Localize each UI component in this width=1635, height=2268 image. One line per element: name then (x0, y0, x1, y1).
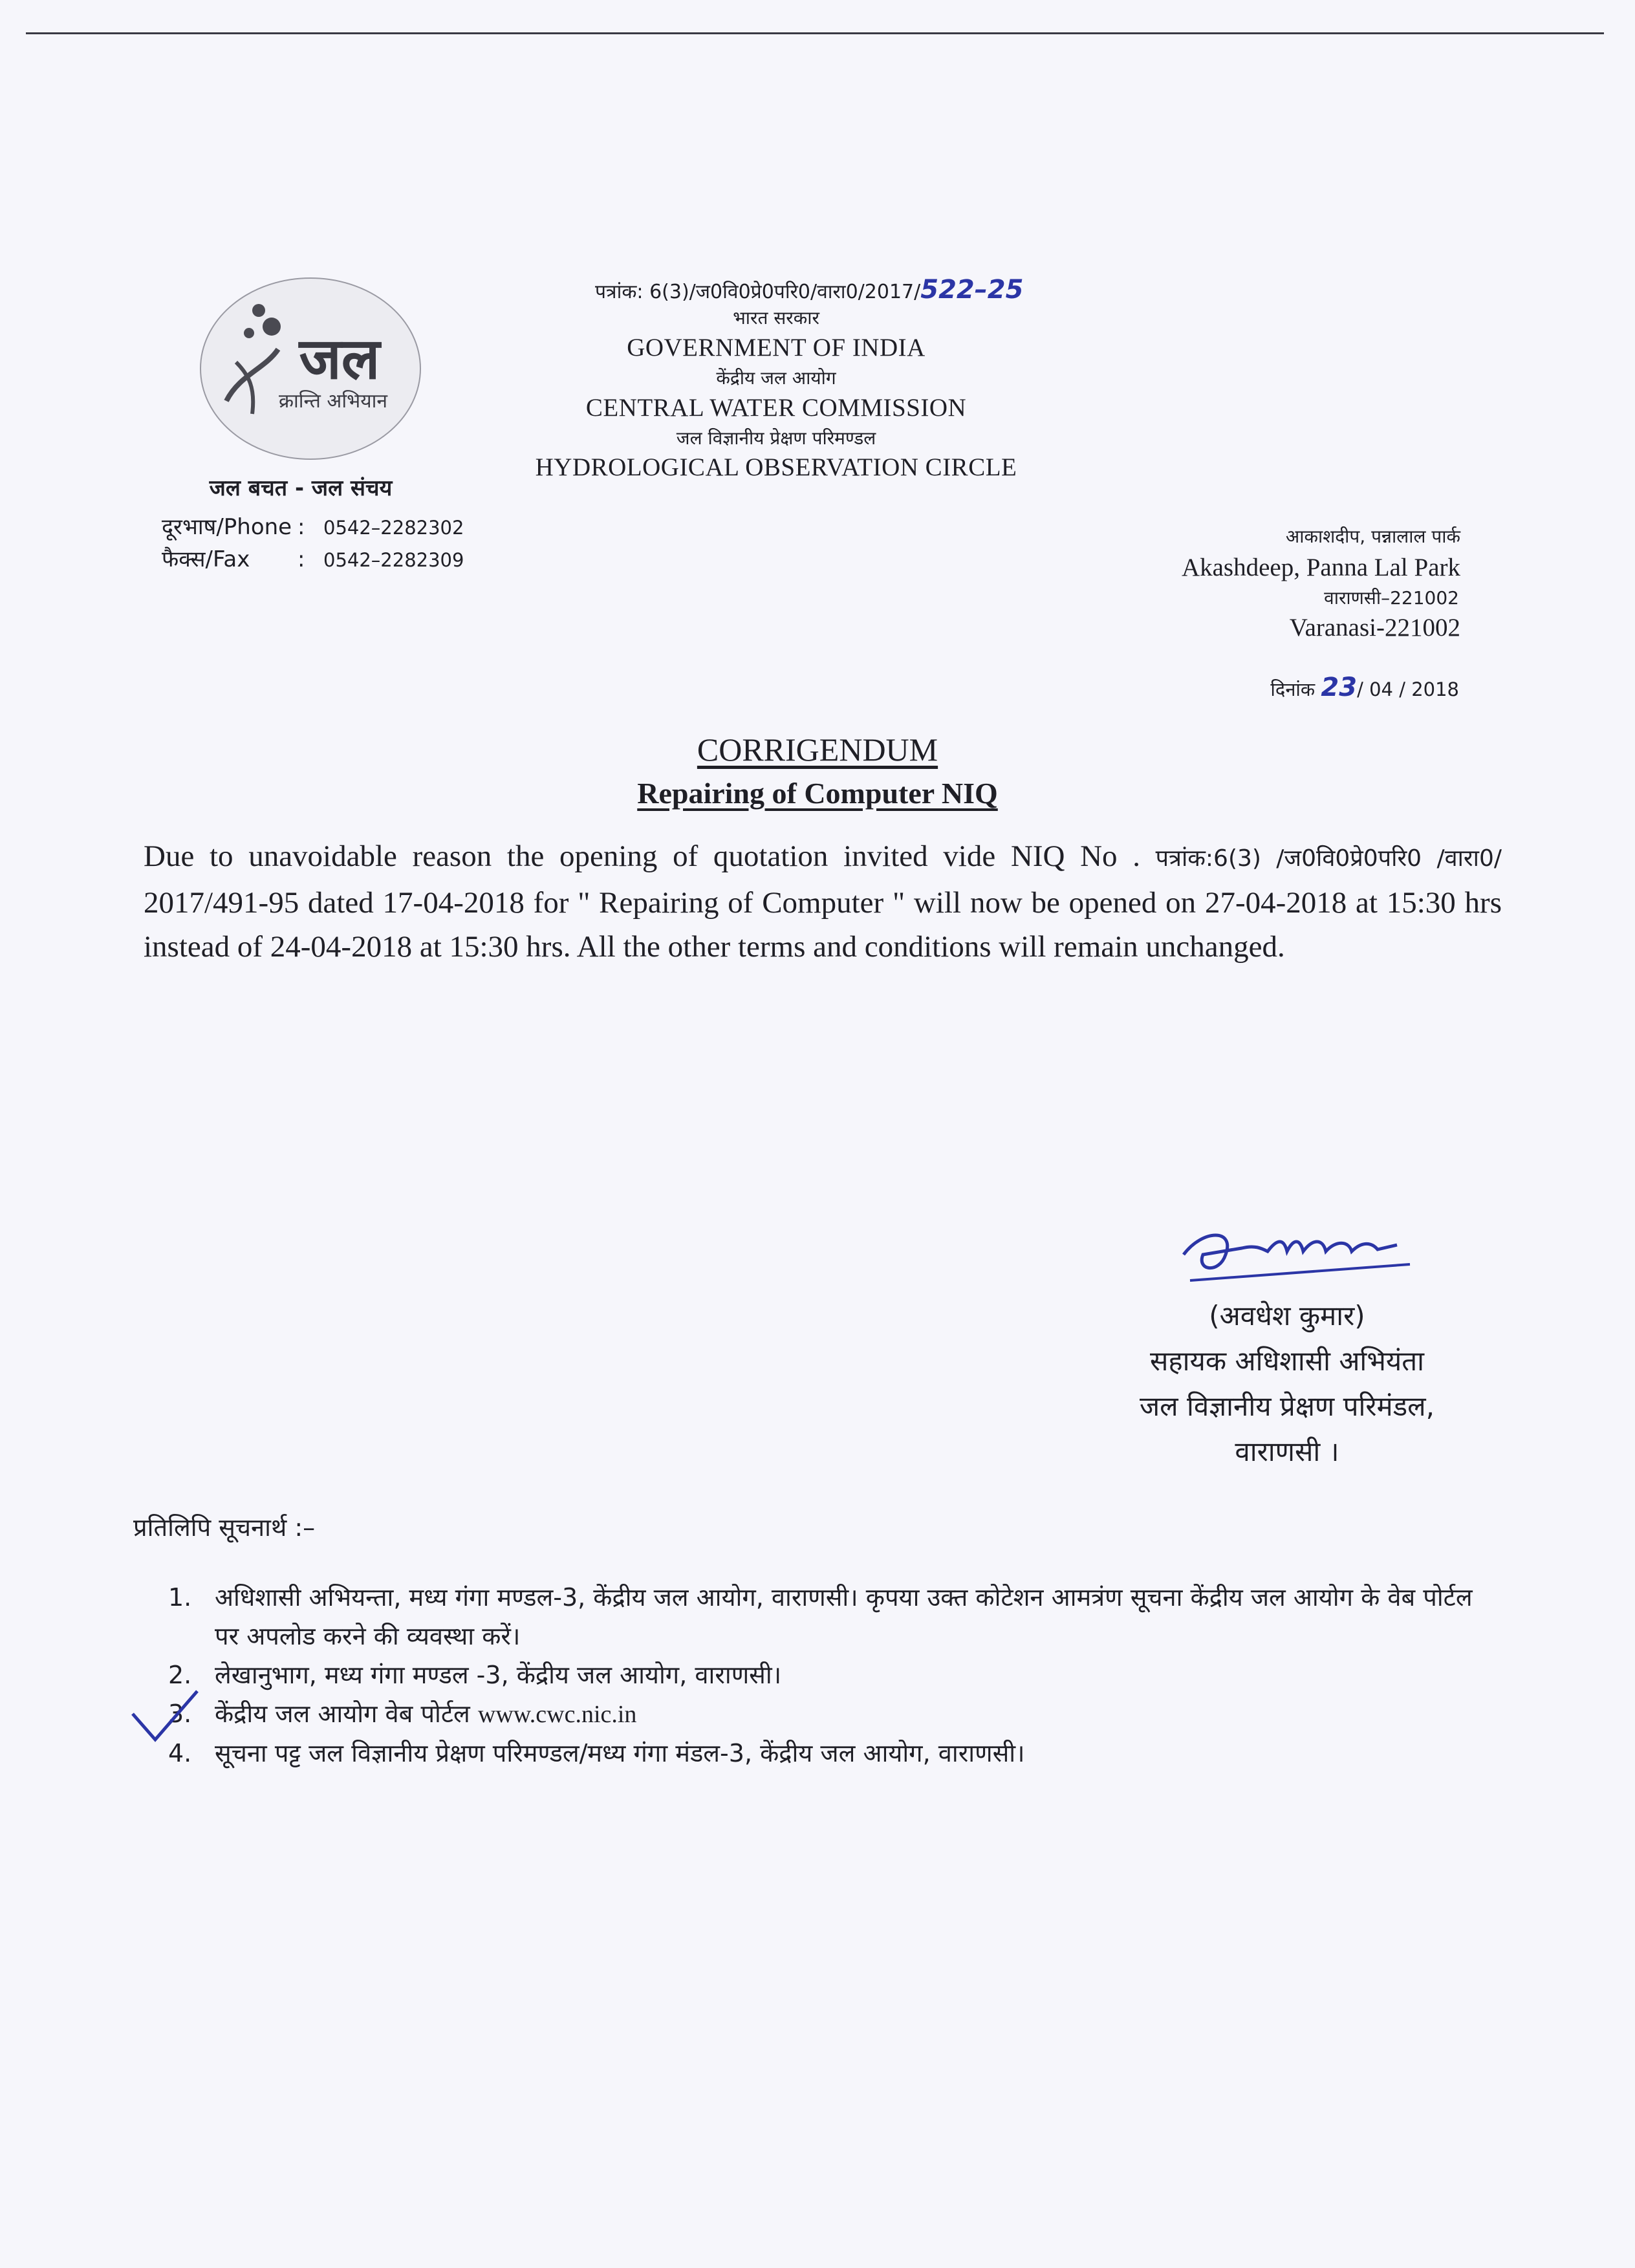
ref-number: 6(3)/ज0वि0प्रे0परि0/वारा0/2017/ (649, 281, 921, 303)
address-line2-hindi: वाराणसी–221002 (1324, 587, 1459, 609)
circle-english: HYDROLOGICAL OBSERVATION CIRCLE (535, 453, 1017, 481)
ref-handwritten: 522–25 (920, 275, 1024, 305)
date-label: दिनांक (1270, 678, 1316, 700)
address-line1-hindi: आकाशदीप, पन्नालाल पार्क (1285, 526, 1460, 547)
portal-url[interactable]: www.cwc.nic.in (477, 1701, 637, 1728)
signature-scribble (1164, 1209, 1436, 1293)
phone-number: 0542–2282302 (323, 517, 464, 539)
body-part2: 2017/491-95 dated 17-04-2018 for " Repairing of Computer " will now be opened on 27-04-2018 at 15:30 hrs instead of 24-04-2018 at 15:30 hrs. All the other terms and conditions will remain unchanged. (144, 886, 1502, 964)
reference-line (595, 275, 1023, 305)
copy-item-text: सूचना पट्ट जल विज्ञानीय प्रेक्षण परिमण्डल/मध्य गंगा मंडल-3, केंद्रीय जल आयोग, वाराणसी। (215, 1739, 1025, 1767)
ref-prefix: पत्रांक: (595, 281, 644, 303)
body-ref: पत्रांक:6(3) /ज0वि0प्रे0परि0 /वारा0/ (1155, 845, 1502, 872)
phone-label: दूरभाष/Phone (162, 514, 292, 540)
govt-hindi: भारत सरकार (733, 307, 819, 329)
cwc-english: CENTRAL WATER COMMISSION (585, 394, 967, 422)
fax-label: फैक्स/Fax (162, 546, 250, 572)
logo-subtitle: क्रान्ति अभियान (278, 390, 388, 413)
document-title: CORRIGENDUM (697, 731, 938, 768)
date-rest: / 04 / 2018 (1357, 678, 1459, 700)
cwc-hindi: केंद्रीय जल आयोग (716, 367, 836, 389)
top-border-line (26, 32, 1604, 34)
logo-slogan: जल बचत - जल संचय (209, 475, 393, 501)
checkmark-icon (129, 1688, 200, 1746)
copy-item-text: लेखानुभाग, मध्य गंगा मण्डल -3, केंद्रीय जल आयोग, वाराणसी। (215, 1661, 782, 1689)
fax-number: 0542–2282309 (323, 549, 464, 571)
date-line (1270, 673, 1459, 702)
document-subtitle: Repairing of Computer NIQ (637, 777, 998, 810)
copy-list (168, 1578, 1500, 1773)
copy-item-text: केंद्रीय जल आयोग वेब पोर्टल (215, 1700, 470, 1728)
copy-item: 2. लेखानुभाग, मध्य गंगा मण्डल -3, केंद्रीय जल आयोग, वाराणसी। (168, 1661, 782, 1689)
logo-title: जल (299, 325, 380, 392)
signatory-office: जल विज्ञानीय प्रेक्षण परिमंडल, (1140, 1390, 1435, 1422)
govt-english: GOVERNMENT OF INDIA (627, 334, 926, 362)
signatory-name: (अवधेश कुमार) (1209, 1300, 1365, 1332)
date-day: 23 (1321, 673, 1358, 702)
jal-kranti-logo (188, 272, 433, 466)
phone-line: दूरभाष/Phone : 0542–2282302 (162, 511, 464, 541)
copy-item: 3. केंद्रीय जल आयोग वेब पोर्टल www.cwc.nic.in (168, 1700, 637, 1728)
signatory-city: वाराणसी । (1235, 1436, 1339, 1467)
signatory-designation: सहायक अधिशासी अभियंता (1149, 1345, 1425, 1377)
copy-heading: प्रतिलिपि सूचनार्थ :– (133, 1513, 316, 1542)
copy-item-text: अधिशासी अभियन्ता, मध्य गंगा मण्डल-3, केंद्रीय जल आयोग, वाराणसी। कृपया उक्त कोटेशन आमत्रंण सूचना केंद्रीय जल आयोग के वेब पोर्टल पर अपलोड करने की व्यवस्था करें। (215, 1583, 1473, 1650)
body-part1: Due to unavoidable reason the opening of quotation invited vide NIQ No . (144, 839, 1140, 873)
address-line1-english: Akashdeep, Panna Lal Park (1181, 554, 1460, 581)
signature-block (1087, 1293, 1488, 1474)
copy-item: 1. अधिशासी अभियन्ता, मध्य गंगा मण्डल-3, केंद्रीय जल आयोग, वाराणसी। कृपया उक्त कोटेशन आमत्रंण सूचना केंद्रीय जल आयोग के वेब पोर्टल पर अपलोड करने की व्यवस्था करें। (168, 1583, 1473, 1650)
circle-hindi: जल विज्ञानीय प्रेक्षण परिमण्डल (676, 427, 876, 449)
fax-line: फैक्स/Fax : 0542–2282309 (162, 543, 464, 573)
copy-item: 4. सूचना पट्ट जल विज्ञानीय प्रेक्षण परिमण्डल/मध्य गंगा मंडल-3, केंद्रीय जल आयोग, वाराणसी। (168, 1739, 1025, 1767)
address-line2-english: Varanasi-221002 (1289, 614, 1460, 642)
body-paragraph (144, 834, 1502, 969)
